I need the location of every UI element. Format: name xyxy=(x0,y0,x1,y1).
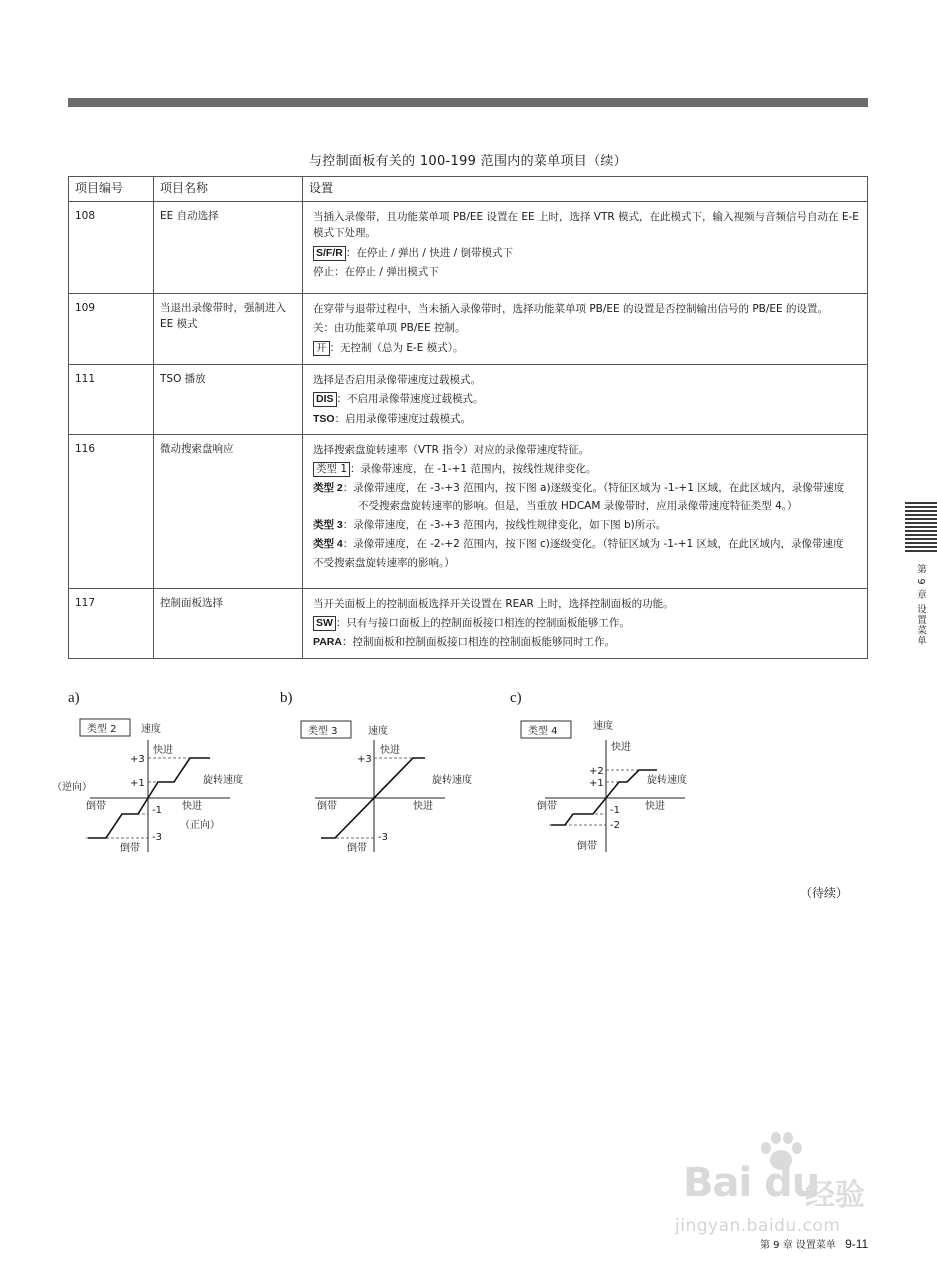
tick-label: -2 xyxy=(610,820,620,831)
settings-text: 选择搜索盘旋转速率（VTR 指令）对应的录像带速度特征。 xyxy=(313,443,590,456)
y-positive-label: 快进 xyxy=(611,742,631,753)
settings-option: 开 ：无控制（总为 E-E 模式）。 xyxy=(313,340,859,356)
settings-text: 当插入录像带，且功能菜单项 PB/EE 设置在 EE 上时，选择 VTR 模式，在此模式下，输入视频与音频信号自动在 E-E 模式下处理。 xyxy=(313,211,859,240)
item-number: 109 xyxy=(69,294,154,365)
table-row xyxy=(69,434,868,588)
item-settings xyxy=(303,434,868,588)
menu-items-table xyxy=(68,176,868,659)
figure-c-type4-diagram xyxy=(515,712,725,862)
item-name: 控制面板选择 xyxy=(154,588,303,658)
item-number: 111 xyxy=(69,365,154,435)
option-label: 类型 2 xyxy=(313,482,343,495)
figure-b-type3-diagram xyxy=(295,712,525,862)
chapter-tab-label: 第 9 章 设置菜单 xyxy=(915,564,926,647)
default-value-box: 类型 1 xyxy=(313,462,350,477)
continued-note: （待续） xyxy=(800,886,849,900)
tick-label: +3 xyxy=(357,754,372,765)
option-text: 在停止 / 弹出 / 快进 / 倒带模式下 xyxy=(356,246,513,259)
table-header-row xyxy=(69,177,868,202)
tick-label: -3 xyxy=(152,832,162,843)
option-label: 类型 4 xyxy=(313,538,343,551)
chapter-side-tab xyxy=(905,502,937,646)
watermark-url: jingyan.baidu.com xyxy=(675,1216,841,1236)
option-label: 类型 3 xyxy=(313,518,343,531)
y-negative-label: 倒带 xyxy=(347,843,367,854)
type-box-label: 类型 3 xyxy=(308,726,338,737)
y-axis-label: 速度 xyxy=(141,724,161,735)
settings-text: 停止：在停止 / 弹出模式下 xyxy=(313,265,439,278)
header-item-number: 项目编号 xyxy=(69,177,154,202)
figure-c-label: c) xyxy=(510,690,522,706)
figure-a-type2-diagram xyxy=(50,712,260,862)
x-positive-label: 快进 xyxy=(182,801,202,812)
settings-option: DIS ：不启用录像带速度过载模式。 xyxy=(313,391,859,407)
settings-option: TSO：启用录像带速度过载模式。 xyxy=(313,412,472,425)
page-number: 9-11 xyxy=(845,1237,869,1251)
option-text: 启用录像带速度过载模式。 xyxy=(345,412,472,425)
figure-b-label: b) xyxy=(280,690,293,706)
item-name: TSO 播放 xyxy=(154,365,303,435)
chapter-tab-bars xyxy=(905,502,937,554)
x-negative-label: 倒带 xyxy=(537,801,557,812)
item-number: 108 xyxy=(69,202,154,294)
settings-text: 关：由功能菜单项 PB/EE 控制。 xyxy=(313,322,466,335)
table-row xyxy=(69,588,868,658)
x-axis-label: 旋转速度 xyxy=(203,775,243,786)
option-text: 控制面板和控制面板接口相连的控制面板能够同时工作。 xyxy=(352,636,615,649)
item-settings xyxy=(303,202,868,294)
type-box-label: 类型 4 xyxy=(528,726,558,737)
watermark-cn: 经验 xyxy=(805,1178,865,1213)
settings-text: 不受搜索盘旋转速率的影响。但是，当重放 HDCAM 录像带时，应用录像带速度特征类型 4。） xyxy=(358,499,798,512)
x-positive-label: 快进 xyxy=(413,801,433,812)
table-row xyxy=(69,202,868,294)
item-name: EE 自动选择 xyxy=(154,202,303,294)
option-label: TSO xyxy=(313,412,335,425)
x-positive-label: 快进 xyxy=(645,801,665,812)
settings-option: PARA：控制面板和控制面板接口相连的控制面板能够同时工作。 xyxy=(313,636,615,649)
header-item-name: 项目名称 xyxy=(154,177,303,202)
settings-option: SW ：只有与接口面板上的控制面板接口相连的控制面板能够工作。 xyxy=(313,615,859,631)
x-positive-note: （正向） xyxy=(180,820,220,831)
header-settings: 设置 xyxy=(303,177,868,202)
option-text: 无控制（总为 E-E 模式）。 xyxy=(340,341,464,354)
figure-a-label: a) xyxy=(68,690,80,706)
y-negative-label: 倒带 xyxy=(120,843,140,854)
header-rule xyxy=(68,98,868,107)
tick-label: +3 xyxy=(130,754,145,765)
option-text: 录像带速度，在 -3-+3 范围内，按下图 a)逐级变化。（特征区域为 -1-+1 区域，在此区域内，录像带速度 xyxy=(353,482,845,495)
settings-option: 类型 4：录像带速度，在 -2-+2 范围内，按下图 c)逐级变化。（特征区域为 -1-+1 区域，在此区域内，录像带速度 xyxy=(313,538,844,551)
y-axis-label: 速度 xyxy=(593,721,613,732)
default-value-box: SW xyxy=(313,616,336,631)
tick-label: +1 xyxy=(589,778,604,789)
y-positive-label: 快进 xyxy=(153,745,173,756)
x-axis-label: 旋转速度 xyxy=(647,775,687,786)
tick-label: -1 xyxy=(610,805,620,816)
option-text: 录像带速度，在 -1-+1 范围内，按线性规律变化。 xyxy=(360,463,597,476)
settings-text: 在穿带与退带过程中，当未插入录像带时，选择功能菜单项 PB/EE 的设置是否控制输出信号的 PB/EE 的设置。 xyxy=(313,303,829,315)
watermark-brand: Bai du xyxy=(683,1160,820,1206)
table-title: 与控制面板有关的 100-199 范围内的菜单项目（续） xyxy=(309,154,627,169)
tick-label: -3 xyxy=(378,832,388,843)
x-axis-label: 旋转速度 xyxy=(432,775,472,786)
x-negative-note: （逆向） xyxy=(52,782,92,793)
x-negative-label: 倒带 xyxy=(86,801,106,812)
settings-text: 选择是否启用录像带速度过载模式。 xyxy=(313,374,481,386)
option-text: 录像带速度，在 -2-+2 范围内，按下图 c)逐级变化。（特征区域为 -1-+1 区域，在此区域内，录像带速度 xyxy=(353,538,844,551)
item-settings xyxy=(303,588,868,658)
tick-label: -1 xyxy=(152,805,162,816)
option-text: 录像带速度，在 -3-+3 范围内，按线性规律变化，如下图 b)所示。 xyxy=(353,518,667,531)
table-row xyxy=(69,365,868,435)
settings-option: S/F/R ：在停止 / 弹出 / 快进 / 倒带模式下 xyxy=(313,245,859,261)
y-positive-label: 快进 xyxy=(380,745,400,756)
default-value-box: DIS xyxy=(313,392,337,407)
settings-option: 类型 3：录像带速度，在 -3-+3 范围内，按线性规律变化，如下图 b)所示。 xyxy=(313,518,667,531)
option-text: 只有与接口面板上的控制面板接口相连的控制面板能够工作。 xyxy=(346,617,630,630)
option-text: 不启用录像带速度过载模式。 xyxy=(347,393,484,406)
item-settings xyxy=(303,365,868,435)
default-value-box: S/F/R xyxy=(313,246,346,261)
tick-label: +2 xyxy=(589,766,604,777)
option-label: PARA xyxy=(313,636,342,649)
tick-label: +1 xyxy=(130,778,145,789)
y-axis-label: 速度 xyxy=(368,726,388,737)
type-box-label: 类型 2 xyxy=(87,724,117,735)
item-name: 微动搜索盘响应 xyxy=(154,434,303,588)
table-row xyxy=(69,294,868,365)
footer-chapter: 第 9 章 设置菜单 xyxy=(760,1240,836,1251)
item-number: 116 xyxy=(69,434,154,588)
item-number: 117 xyxy=(69,588,154,658)
x-negative-label: 倒带 xyxy=(317,801,337,812)
y-negative-label: 倒带 xyxy=(577,841,597,852)
settings-option: 类型 1 ：录像带速度，在 -1-+1 范围内，按线性规律变化。 xyxy=(313,461,859,477)
baidu-watermark xyxy=(665,1130,915,1240)
settings-option: 类型 2：录像带速度，在 -3-+3 范围内，按下图 a)逐级变化。（特征区域为 -1-+1 区域，在此区域内，录像带速度 xyxy=(313,482,845,495)
page-footer xyxy=(760,1236,868,1251)
item-settings xyxy=(303,294,868,365)
item-name: 当退出录像带时，强制进入 EE 模式 xyxy=(154,294,303,365)
settings-text: 不受搜索盘旋转速率的影响。） xyxy=(313,557,455,570)
settings-text: 当开关面板上的控制面板选择开关设置在 REAR 上时，选择控制面板的功能。 xyxy=(313,597,674,610)
default-value-box: 开 xyxy=(313,341,330,356)
